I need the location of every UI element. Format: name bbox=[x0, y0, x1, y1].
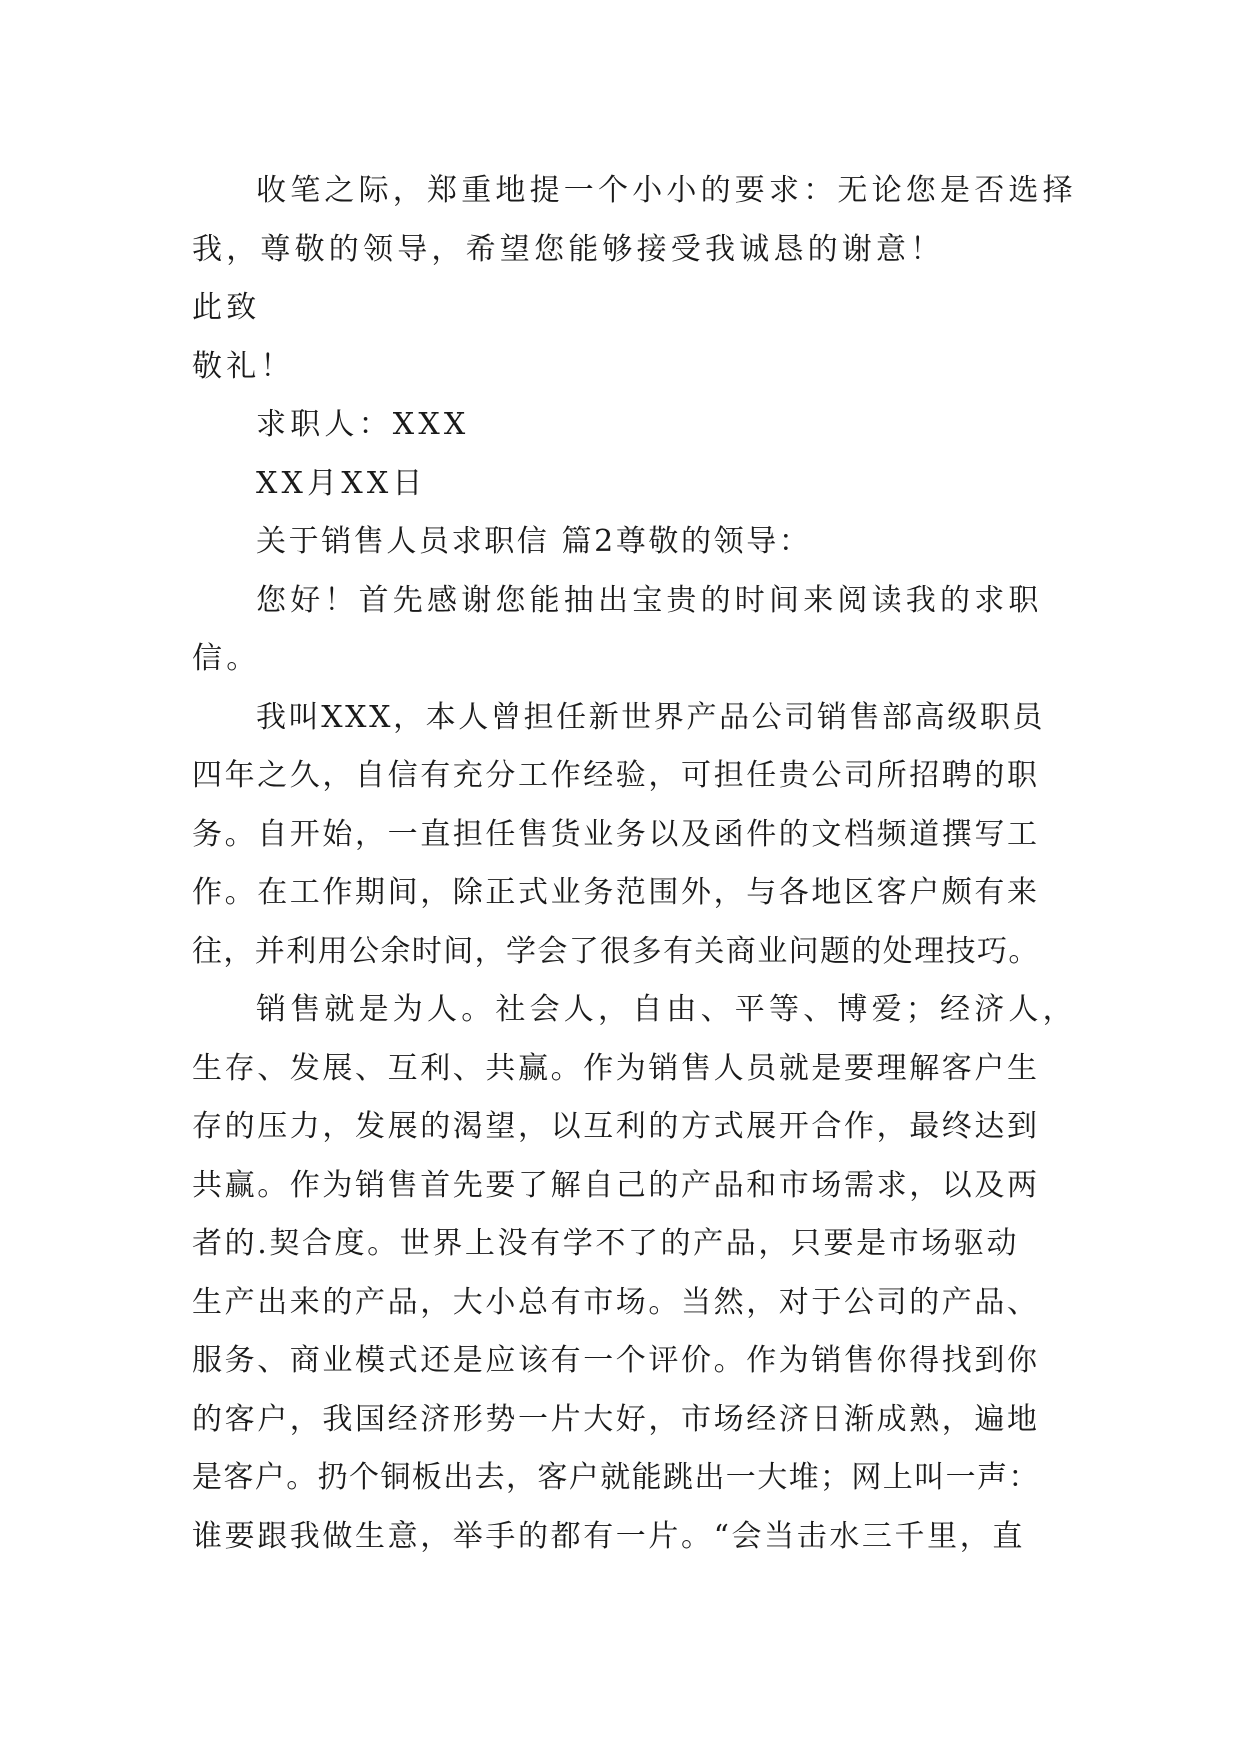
paragraph-line: 往，并利用公余时间，学会了很多有关商业问题的处理技巧。 bbox=[192, 933, 1040, 969]
paragraph-line: 我叫XXX，本人曾担任新世界产品公司销售部高级职员 bbox=[256, 699, 1046, 735]
paragraph-line: 存的压力，发展的渴望，以互利的方式展开合作，最终达到 bbox=[192, 1109, 1040, 1144]
paragraph-line: 四年之久，自信有充分工作经验，可担任贵公司所招聘的职 bbox=[192, 758, 1040, 793]
paragraph-line: 的客户，我国经济形势一片大好，市场经济日渐成熟，遍地 bbox=[192, 1401, 1040, 1437]
section-heading: 关于销售人员求职信 篇2尊敬的领导： bbox=[256, 524, 812, 559]
paragraph-line: 作。在工作期间，除正式业务范围外，与各地区客户颇有来 bbox=[192, 875, 1040, 910]
paragraph-line: 共赢。作为销售首先要了解自己的产品和市场需求，以及两 bbox=[192, 1167, 1040, 1203]
paragraph-line: 信。 bbox=[192, 641, 261, 676]
paragraph-line: 生存、发展、互利、共赢。作为销售人员就是要理解客户生 bbox=[192, 1050, 1040, 1086]
paragraph-line: 务。自开始，一直担任售货业务以及函件的文档频道撰写工 bbox=[192, 816, 1040, 852]
paragraph-line: 是客户。扔个铜板出去，客户就能跳出一大堆；网上叫一声： bbox=[192, 1460, 1040, 1495]
paragraph-line: 收笔之际，郑重地提一个小小的要求：无论您是否选择 bbox=[256, 173, 1077, 208]
paragraph-line: 谁要跟我做生意，举手的都有一片。“会当击水三千里，直 bbox=[192, 1518, 1025, 1554]
closing-salutation: 此致 bbox=[192, 290, 261, 325]
paragraph-line: 我，尊敬的领导，希望您能够接受我诚恳的谢意！ bbox=[192, 231, 945, 267]
paragraph-line: 服务、商业模式还是应该有一个评价。作为销售你得找到你 bbox=[192, 1343, 1040, 1378]
paragraph-line: 者的.契合度。世界上没有学不了的产品，只要是市场驱动 bbox=[192, 1226, 1020, 1261]
signature-applicant: 求职人：XXX bbox=[256, 407, 470, 442]
paragraph-line: 您好！首先感谢您能抽出宝贵的时间来阅读我的求职 bbox=[256, 582, 1043, 618]
document-body bbox=[192, 162, 1077, 1566]
closing-respect: 敬礼！ bbox=[192, 348, 295, 384]
paragraph-line: 销售就是为人。社会人，自由、平等、博爱；经济人， bbox=[256, 992, 1077, 1027]
signature-date: XX月XX日 bbox=[256, 465, 427, 501]
paragraph-line: 生产出来的产品，大小总有市场。当然，对于公司的产品、 bbox=[192, 1284, 1040, 1320]
